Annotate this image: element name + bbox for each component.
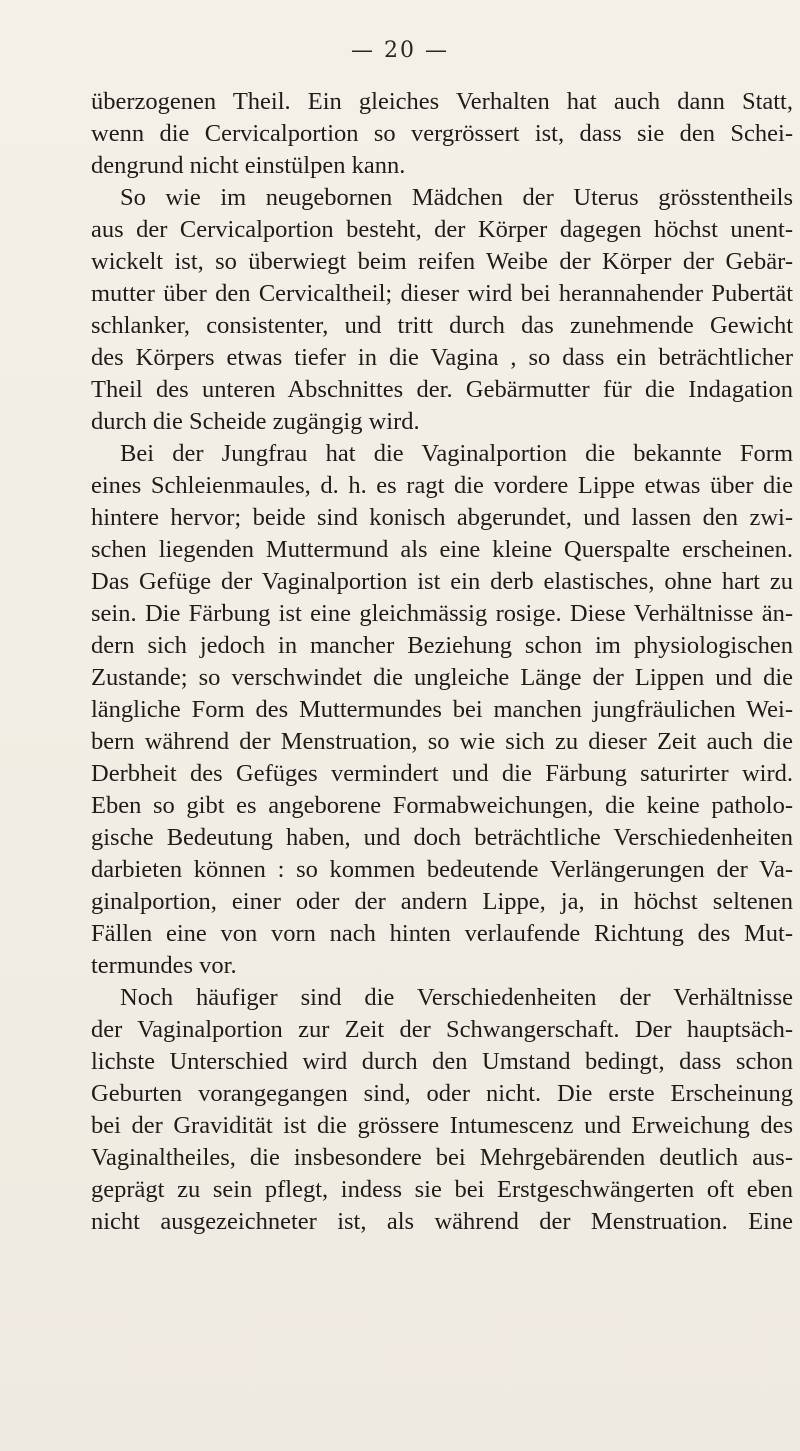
text-line: Theil des unteren Abschnittes der. Gebärmutter für die Indagation <box>91 376 793 403</box>
text-line: dengrund nicht einstülpen kann. <box>91 152 406 179</box>
text-line: wickelt ist, so überwiegt beim reifen Weibe der Körper der Gebär- <box>91 248 793 275</box>
text-line: gische Bedeutung haben, und doch beträchtliche Verschiedenheiten <box>91 824 793 851</box>
text-line: mutter über den Cervicaltheil; dieser wird bei herannahender Pubertät <box>91 280 793 307</box>
text-line: ginalportion, einer oder der andern Lippe, ja, in höchst seltenen <box>91 888 793 915</box>
text-line: Geburten vorangegangen sind, oder nicht. Die erste Erscheinung <box>91 1080 793 1107</box>
text-line: dern sich jedoch in mancher Beziehung schon im physiologischen <box>91 632 793 659</box>
text-line: Noch häufiger sind die Verschiedenheiten der Verhältnisse <box>120 984 793 1011</box>
text-line: geprägt zu sein pflegt, indess sie bei Erstgeschwängerten oft eben <box>91 1176 793 1203</box>
text-line: aus der Cervicalportion besteht, der Körper dagegen höchst unent- <box>91 216 793 243</box>
text-line: bei der Gravidität ist die grössere Intumescenz und Erweichung des <box>91 1112 793 1139</box>
body-text <box>91 86 793 1238</box>
text-line: Bei der Jungfrau hat die Vaginalportion die bekannte Form <box>120 440 793 467</box>
text-line: bern während der Menstruation, so wie sich zu dieser Zeit auch die <box>91 728 793 755</box>
text-line: darbieten können : so kommen bedeutende Verlängerungen der Va- <box>91 856 793 883</box>
text-line: Vaginaltheiles, die insbesondere bei Mehrgebärenden deutlich aus- <box>91 1144 793 1171</box>
text-line: Zustande; so verschwindet die ungleiche Länge der Lippen und die <box>91 664 793 691</box>
text-line: schlanker, consistenter, und tritt durch das zunehmende Gewicht <box>91 312 793 339</box>
text-line: durch die Scheide zugängig wird. <box>91 408 420 435</box>
page-number: — 20 — <box>351 38 449 63</box>
text-line: lichste Unterschied wird durch den Umstand bedingt, dass schon <box>91 1048 793 1075</box>
text-line: schen liegenden Muttermund als eine kleine Querspalte erscheinen. <box>91 536 793 563</box>
text-line: des Körpers etwas tiefer in die Vagina , so dass ein beträchtlicher <box>91 344 793 371</box>
text-line: hintere hervor; beide sind konisch abgerundet, und lassen den zwi- <box>91 504 793 531</box>
text-line: Derbheit des Gefüges vermindert und die Färbung saturirter wird. <box>91 760 793 787</box>
text-line: termundes vor. <box>91 952 237 979</box>
text-line: Eben so gibt es angeborene Formabweichungen, die keine patholo- <box>91 792 793 819</box>
text-line: überzogenen Theil. Ein gleiches Verhalten hat auch dann Statt, <box>91 88 793 115</box>
text-line: der Vaginalportion zur Zeit der Schwangerschaft. Der hauptsäch- <box>91 1016 793 1043</box>
text-line: So wie im neugebornen Mädchen der Uterus grösstentheils <box>120 184 793 211</box>
text-line: wenn die Cervicalportion so vergrössert ist, dass sie den Schei- <box>91 120 793 147</box>
text-line: Das Gefüge der Vaginalportion ist ein derb elastisches, ohne hart zu <box>91 568 793 595</box>
text-line: sein. Die Färbung ist eine gleichmässig rosige. Diese Verhältnisse än- <box>91 600 793 627</box>
text-line: Fällen eine von vorn nach hinten verlaufende Richtung des Mut- <box>91 920 793 947</box>
text-line: längliche Form des Muttermundes bei manchen jungfräulichen Wei- <box>91 696 793 723</box>
text-line: nicht ausgezeichneter ist, als während der Menstruation. Eine <box>91 1208 793 1235</box>
text-line: eines Schleienmaules, d. h. es ragt die vordere Lippe etwas über die <box>91 472 793 499</box>
